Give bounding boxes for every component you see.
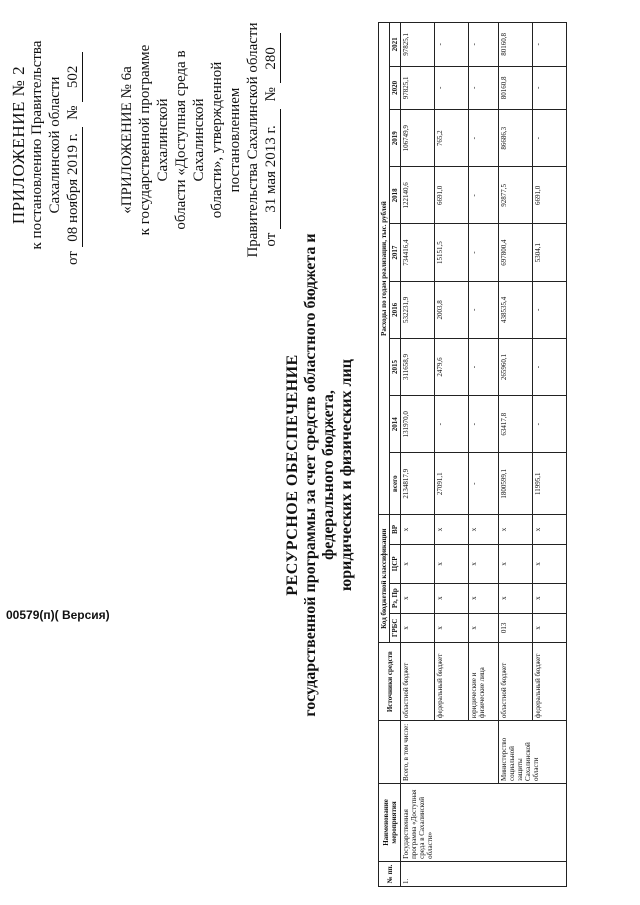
table-cell: 80160,8 — [499, 23, 533, 67]
col-expenses: Расходы по годам реализации, тыс. рублей — [379, 23, 390, 515]
col-num: № пп. — [379, 861, 401, 886]
table-cell: - — [469, 224, 499, 281]
col-year: 2019 — [390, 110, 401, 167]
appendix2-line2: области «Доступная среда в Сахалинской — [173, 50, 207, 230]
table-cell: 2003,8 — [435, 281, 469, 338]
table-cell: х — [435, 613, 469, 643]
table-cell: 5304,1 — [533, 224, 567, 281]
table-cell: х — [401, 613, 435, 643]
table-cell: 734416,4 — [401, 224, 435, 281]
table-cell: Государственная программа «Доступная среда в Сахалинской области» — [401, 784, 567, 862]
num-label: № — [263, 87, 279, 102]
appendix-block — [10, 25, 83, 265]
heading-line1: РЕСУРСНОЕ ОБЕСПЕЧЕНИЕ — [284, 354, 301, 596]
table-cell: федеральный бюджет — [533, 643, 567, 721]
table-cell: х — [469, 544, 499, 583]
table-cell: 63417,8 — [499, 396, 533, 453]
col-name: Наименование мероприятия — [379, 784, 401, 862]
table-cell: х — [469, 583, 499, 613]
table-row — [401, 23, 435, 887]
table-cell: 106749,9 — [401, 110, 435, 167]
col-year: 2017 — [390, 224, 401, 281]
table-cell: 697800,4 — [499, 224, 533, 281]
col-total: всего — [390, 453, 401, 515]
table-cell: 15151,5 — [435, 224, 469, 281]
resource-table — [378, 22, 567, 887]
table-cell: 2134817,9 — [401, 453, 435, 515]
table-cell: х — [533, 583, 567, 613]
table-cell: 80160,8 — [499, 66, 533, 109]
page-heading — [284, 195, 356, 755]
table-cell: - — [435, 23, 469, 67]
appendix-line1: к постановлению Правительства — [29, 40, 45, 250]
table-cell: областной бюджет — [401, 643, 435, 721]
table-cell: - — [469, 281, 499, 338]
table-cell: х — [469, 515, 499, 545]
appendix2-line3: области», утвержденной постановлением — [209, 61, 243, 219]
col-rzpr: Рз, Пр — [390, 583, 401, 613]
col-grbs: ГРБС — [390, 613, 401, 643]
table-cell: 122140,6 — [401, 167, 435, 224]
table-cell: - — [469, 453, 499, 515]
table-cell: - — [533, 396, 567, 453]
table-cell: - — [533, 23, 567, 67]
table-cell: 86686,3 — [499, 110, 533, 167]
table-cell: - — [469, 396, 499, 453]
table-cell: 97825,1 — [401, 23, 435, 67]
appendix-date-row — [64, 25, 83, 265]
table-cell: 97825,1 — [401, 66, 435, 109]
col-vr: ВР — [390, 515, 401, 545]
table-cell: х — [435, 515, 469, 545]
table-cell: х — [435, 583, 469, 613]
table-cell: - — [435, 396, 469, 453]
from-label: от — [65, 251, 81, 265]
table-cell: 6691,0 — [533, 167, 567, 224]
table-cell: 11995,1 — [533, 453, 567, 515]
table-cell: - — [469, 110, 499, 167]
table-cell: х — [499, 544, 533, 583]
num-label: № — [65, 105, 81, 120]
table-cell: федеральный бюджет — [435, 643, 469, 721]
table-row — [499, 23, 533, 887]
table-cell: х — [533, 515, 567, 545]
table-cell: 92877,5 — [499, 167, 533, 224]
col-year: 2015 — [390, 338, 401, 395]
table-cell: х — [499, 515, 533, 545]
col-year: 2021 — [390, 23, 401, 67]
table-cell: Всего, в том числе: — [401, 721, 499, 784]
appendix2-date-row — [262, 15, 281, 265]
table-cell: х — [401, 544, 435, 583]
appendix2-line1: к государственной программе Сахалинской — [137, 44, 171, 236]
table-cell: 1. — [401, 861, 567, 886]
table-cell: 013 — [499, 613, 533, 643]
col-code: Код бюджетной классификации — [379, 515, 390, 643]
table-cell: - — [533, 110, 567, 167]
appendix2-date: 31 мая 2013 г. — [262, 109, 281, 229]
table-cell: 2479,6 — [435, 338, 469, 395]
appendix2-block — [118, 15, 281, 265]
table-cell: - — [469, 338, 499, 395]
table-cell: - — [533, 281, 567, 338]
header-row-1 — [379, 23, 390, 887]
table-cell: х — [469, 613, 499, 643]
table-cell: - — [469, 66, 499, 109]
col-csr: ЦСР — [390, 544, 401, 583]
table-cell: х — [533, 544, 567, 583]
table-cell: юридические и физические лица — [469, 643, 499, 721]
appendix-date: 08 ноября 2019 г. — [64, 127, 83, 247]
table-cell: - — [435, 66, 469, 109]
appendix-number: 502 — [64, 52, 83, 102]
table-cell: - — [533, 338, 567, 395]
table-cell: 265960,1 — [499, 338, 533, 395]
table-cell: 1800599,1 — [499, 453, 533, 515]
table-cell: 765,2 — [435, 110, 469, 167]
col-year: 2014 — [390, 396, 401, 453]
heading-line2: государственной программы за счет средств областного бюджета и федерального бюджета, — [302, 233, 337, 717]
table-cell: 131970,0 — [401, 396, 435, 453]
col-year: 2020 — [390, 66, 401, 109]
col-year: 2018 — [390, 167, 401, 224]
table-cell: х — [401, 583, 435, 613]
appendix2-title: «ПРИЛОЖЕНИЕ № 6а — [119, 66, 135, 214]
table-cell: 27091,1 — [435, 453, 469, 515]
table-cell: х — [435, 544, 469, 583]
col-source: Источники средств — [379, 643, 401, 721]
appendix2-line4: Правительства Сахалинской области — [245, 22, 261, 258]
appendix2-number: 280 — [262, 33, 281, 83]
table-cell: 6691,0 — [435, 167, 469, 224]
footer-version: 00579(п)( Версия) — [6, 608, 110, 622]
heading-line3: юридических и физических лиц — [338, 359, 355, 591]
table-cell: 311658,9 — [401, 338, 435, 395]
table-cell: х — [533, 613, 567, 643]
appendix-title: ПРИЛОЖЕНИЕ № 2 — [9, 65, 28, 225]
table-cell: х — [401, 515, 435, 545]
from-label: от — [263, 232, 279, 247]
appendix-line2: Сахалинской области — [47, 76, 63, 214]
table-cell: 438535,4 — [499, 281, 533, 338]
table-cell: - — [469, 167, 499, 224]
table-cell: - — [533, 66, 567, 109]
table-cell: х — [499, 583, 533, 613]
table-cell: областной бюджет — [499, 643, 533, 721]
table-cell: Министерство социальной защиты Сахалинской области — [499, 721, 567, 784]
table-cell: 532231,9 — [401, 281, 435, 338]
col-year: 2016 — [390, 281, 401, 338]
table-cell: - — [469, 23, 499, 67]
